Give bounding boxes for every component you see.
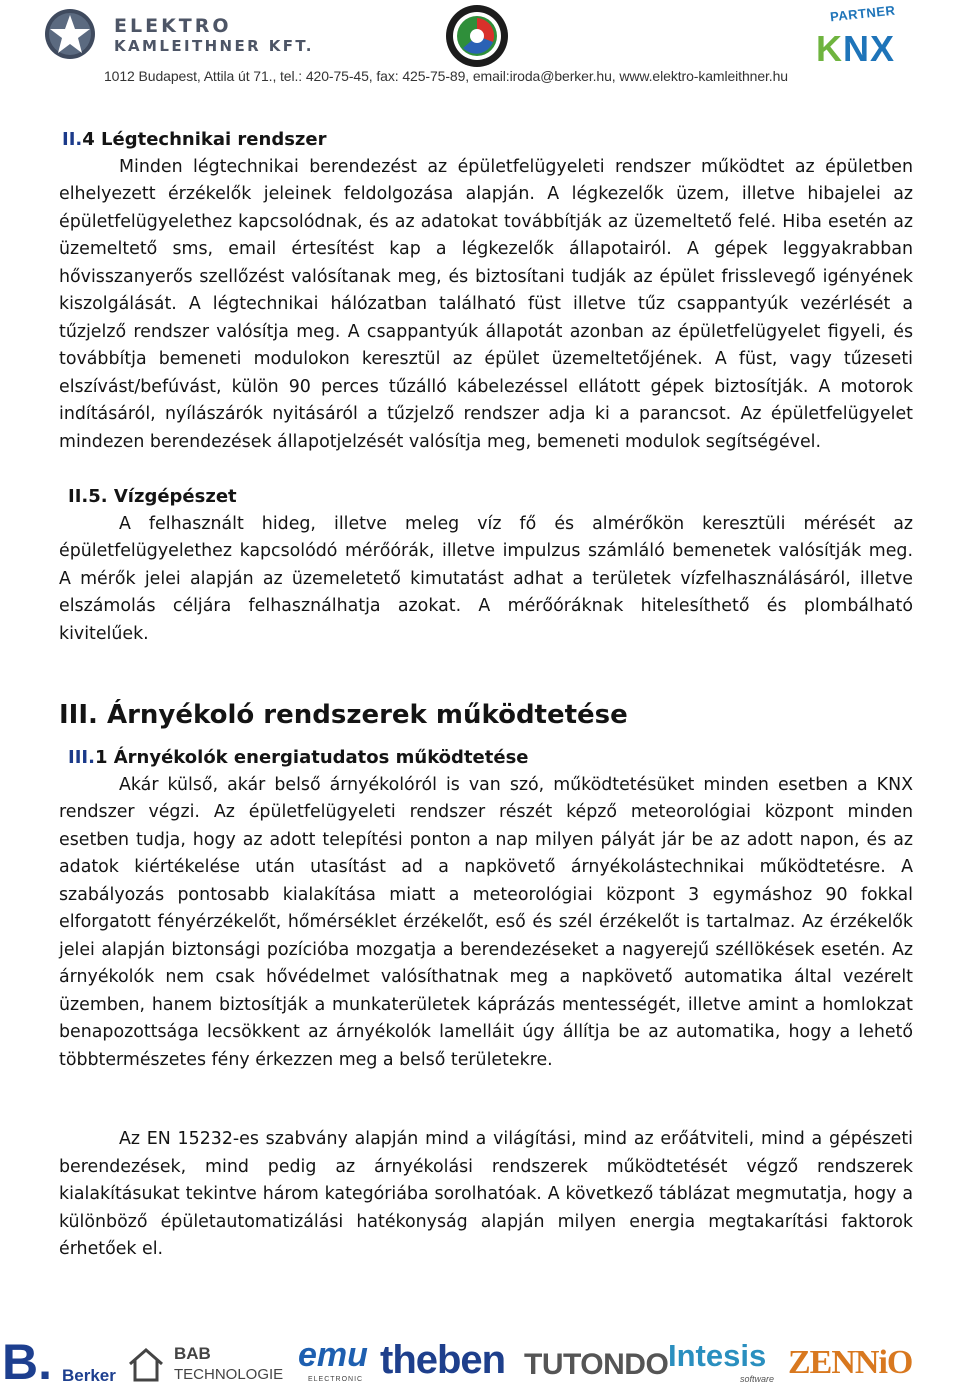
section-number-3-1: III. (68, 747, 95, 768)
bab-technologie-logo (126, 1342, 286, 1388)
berker-logo (0, 1336, 120, 1389)
tutondo-logo: TUTONDO (524, 1348, 669, 1381)
zennio-logo: ZENNiO (788, 1344, 913, 1381)
intesis-logo (668, 1338, 780, 1388)
company-address: 1012 Budapest, Attila út 71., tel.: 420-75-45, fax: 425-75-89, email:iroda@berker.hu, www.elektro-kamleithner.hu (104, 68, 788, 84)
letterhead (0, 0, 960, 92)
section-title-2-4: 4 Légtechnikai rendszer (82, 129, 327, 150)
theben-logo: theben (380, 1338, 506, 1382)
intesis-logo-text: Intesis (668, 1338, 767, 1373)
knx-partner-logo (816, 2, 910, 69)
company-name (114, 16, 314, 56)
bab-logo-line1: BAB (174, 1344, 211, 1363)
section-heading-2-5: II.5. Vízgépészet (68, 486, 237, 507)
chapter-heading-3: III. Árnyékoló rendszerek működtetése (59, 700, 628, 730)
section-heading-2-4 (62, 126, 913, 154)
intesis-logo-sub: software (740, 1374, 775, 1384)
section-heading-3-1 (68, 744, 913, 772)
berker-logo-mark: B. (2, 1334, 52, 1389)
knx-mark-rest: NX (843, 28, 896, 69)
document-body (59, 126, 913, 1264)
section-title-3-1: 1 Árnyékolók energiatudatos működtetése (94, 747, 529, 768)
partner-logos-strip (0, 1336, 960, 1389)
paragraph-ventilation: Minden légtechnikai berendezést az épületfelügyeleti rendszer működtet az épületben elhelyezett érzékelők jeleinek feldolgozása alapján. A légkezelők üzem, illetve hibajelei az épületfelügyelethez kapcsolódnak, és az adatokat továbbítják az üzemeltető felé. Hiba esetén az üzemeltető sms, email értesítést kap a légkezelők állapotairól. A gépek leggyakrabban hővisszanyerős szellőzést valósítanak meg, és biztosítani tudják az épület frisslevegő igényének kiszolgálását. A légtechnikai hálózatban található füst illetve tűz csappantyúk vezérlését a tűzjelző rendszer valósítja meg. A csappantyúk állapotát azonban az épületfelügyelet figyeli, és továbbítja bemeneti modulokon keresztül az épület üzemeltetőjének. A füst, vagy tűzeseti elszívást/befúvást, külön 90 perces tűzálló kábelezéssel ellátott gépek biztosítják. A motorok indításáról, nyílászárók nyitásáról a tűzjelző rendszer adja ki a parancsot. Az épületfelügyelet mindezen berendezések állapotjelzését valósítja meg, bemeneti modulok segítségével. (59, 156, 913, 452)
paragraph-water: A felhasznált hideg, illetve meleg víz fő és almérőkön keresztüli mérését az épületfelügyelethez kapcsolódó mérőórák, illetve impulzus számláló bemenetek valósítják meg. A mérők jelei alapján az üzemeletető kimutatást adhat a területek vízfelhasználásáról, illetve elszámolás céljára felhasználhatja azokat. A mérőóráknak hitelesíthető és plombálható kivitelűek. (59, 513, 913, 644)
emu-logo-text: emu (298, 1336, 368, 1374)
knx-partner-label: PARTNER (829, 2, 896, 25)
company-star-logo-icon (44, 8, 96, 60)
company-name-line2: KAMLEITHNER KFT. (114, 37, 314, 55)
paragraph-shading: Akár külső, akár belső árnyékolóról is van szó, működtetésüket minden esetben a KNX rendszer végzi. Az épületfelügyeleti rendszer részét képző meteorológiai központ minden esetben tudja, hogy az adott telepítési ponton a nap milyen pályát jár be az adott napon, és az adatok kiértékelése után utasítást ad a napkövető árnyékolástechnikai működtetésre. A szabályozás pontosabb kialakítása miatt a meteorológiai központ 3 egymáshoz 90 fokkal elforgatott fényérzékelőt, hőmérséklet érzékelőt, eső és szél érzékelőt is tartalmaz. Az érzékelők jelei alapján biztonsági pozícióba mozgatja a berendezéseket a nagyerejű széllökések esetén. Az árnyékolók nem csak hővédelmet valósíthatnak meg a napkövető automatika által vezérelt üzemben, hanem biztosítják a munkaterületek káprázás mentességét, illetve amint a homlokzat benapozottsága lecsökkent az árnyékolók lamelláit úgy állítja be az automatika, hogy a lehető többtermészetes fény érkezzen meg a belső területekre. (59, 774, 913, 1070)
certification-badge-icon (445, 4, 509, 68)
section-number-2-4: II. (62, 129, 83, 150)
knx-mark (816, 28, 895, 70)
emu-logo (294, 1336, 374, 1388)
berker-logo-text: Berker (62, 1366, 116, 1385)
bab-logo-line2: TECHNOLOGIE (174, 1366, 284, 1383)
knx-mark-k: K (816, 28, 843, 69)
bab-house-icon (126, 1344, 166, 1384)
paragraph-en15232: Az EN 15232-es szabvány alapján mind a világítási, mind az erőátviteli, mind a gépészeti berendezések, mind pedig az árnyékolási rendszerek működtetését végző rendszerek kialakításukat tekintve három kategóriába sorolhatóak. A következő táblázat megmutatja, hogy a különböző épületautomatizálási hatékonyság alapján milyen energia megtakarítási faktorok érhetőek el. (59, 1129, 913, 1259)
company-name-line1: ELEKTRO (114, 15, 232, 37)
emu-logo-sub: ELECTRONIC (308, 1376, 364, 1383)
